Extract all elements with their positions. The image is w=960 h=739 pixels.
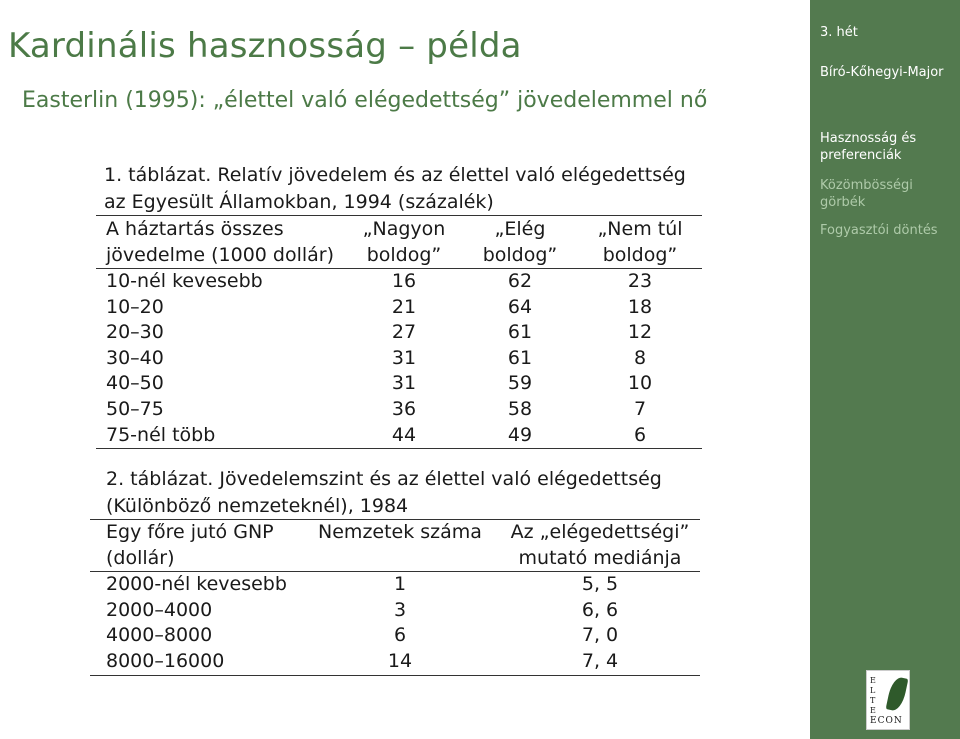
sidebar-item-label: preferenciák [820, 148, 902, 163]
logo-letter: E [870, 676, 876, 685]
sidebar-item-label: Közömbösségi [820, 178, 913, 193]
gnp-satisfaction-table [90, 519, 700, 676]
table2-caption-line: 2. táblázat. Jövedelemszint és az élettel való elégedettség [106, 468, 662, 490]
table-row [96, 423, 702, 449]
table-cell: 2000–4000 [106, 598, 213, 621]
header-cell: boldog” [482, 244, 558, 266]
table1-caption [104, 162, 704, 216]
table-cell: 75-nél több [106, 423, 216, 446]
header-cell: mutató mediánja [518, 546, 682, 569]
table-cell: 62 [462, 269, 578, 295]
sidebar-week[interactable]: 3. hét [820, 25, 858, 40]
logo-footer: ECON [870, 716, 903, 726]
header-cell: „Elég [494, 218, 546, 240]
logo-letter: T [870, 696, 876, 705]
table-cell: 6 [393, 624, 407, 647]
nav-sidebar [810, 0, 960, 739]
header-cell: „Nagyon [362, 218, 446, 240]
table-cell: 7, 0 [581, 624, 619, 647]
table-cell: 23 [578, 269, 702, 295]
table-cell: 50–75 [106, 397, 164, 420]
table-cell: 31 [391, 372, 417, 395]
table-cell: 6, 6 [581, 598, 619, 621]
table-cell: 10–20 [106, 295, 164, 318]
table-row [96, 346, 702, 372]
table-cell: 7 [633, 397, 647, 420]
table-cell: 44 [391, 423, 417, 446]
slide-title: Kardinális hasznosság – példa [8, 26, 522, 66]
table-cell: 58 [507, 397, 533, 420]
header-cell: boldog” [602, 244, 678, 266]
table-row [96, 320, 702, 346]
table-cell: 8000–16000 [106, 649, 225, 672]
header-cell [300, 546, 500, 572]
table-cell: 31 [391, 346, 417, 369]
table-cell: 16 [346, 269, 462, 295]
sidebar-item-label: Fogyasztói döntés [820, 223, 938, 238]
leaf-icon [886, 676, 909, 713]
table-row [96, 371, 702, 397]
table-row [90, 623, 700, 649]
table-cell: 10-nél kevesebb [96, 269, 346, 295]
sidebar-item-label: görbék [820, 195, 866, 210]
income-satisfaction-table [96, 215, 702, 449]
sidebar-item-label: Hasznosság és [820, 131, 917, 146]
table-cell: 21 [391, 295, 417, 318]
logo-letter: E [870, 706, 876, 715]
header-cell: Nemzetek száma [318, 521, 482, 543]
table-cell: 36 [391, 397, 417, 420]
table-row [90, 649, 700, 675]
table-cell: 18 [627, 295, 653, 318]
table-cell: 4000–8000 [106, 624, 213, 647]
table-cell: 14 [387, 649, 413, 672]
table2-caption [106, 466, 706, 520]
table-header-row [90, 520, 700, 546]
sidebar-item-fogyasztoi[interactable] [820, 222, 938, 239]
table-cell: 61 [507, 321, 533, 344]
table1-caption-line: 1. táblázat. Relatív jövedelem és az élettel való elégedettség [104, 164, 686, 186]
table-cell: 10 [627, 372, 653, 395]
table-cell: 27 [391, 321, 417, 344]
header-cell: (dollár) [106, 546, 175, 569]
header-cell: A háztartás összes [106, 218, 284, 240]
table-cell: 30–40 [106, 346, 164, 369]
table-cell: 12 [627, 321, 653, 344]
header-cell: jövedelme (1000 dollár) [106, 244, 335, 266]
table-row [90, 572, 700, 598]
table1-caption-line: az Egyesült Államokban, 1994 (százalék) [104, 191, 494, 213]
table-cell: 6 [633, 423, 647, 446]
sidebar-item-kozombossegi[interactable] [820, 177, 913, 211]
table2-caption-line: (Különböző nemzeteknél), 1984 [106, 495, 409, 517]
elte-econ-logo [866, 670, 910, 730]
sidebar-authors[interactable]: Bíró-Kőhegyi-Major [820, 65, 944, 80]
header-cell: Az „elégedettségi” [510, 521, 690, 543]
table-cell: 59 [507, 372, 533, 395]
table-cell: 64 [507, 295, 533, 318]
header-cell: Egy főre jutó GNP [106, 521, 274, 543]
table-cell: 8 [633, 346, 647, 369]
table-cell: 3 [393, 598, 407, 621]
table-row [96, 397, 702, 423]
sidebar-item-hasznossag[interactable] [820, 130, 916, 164]
table-row [96, 295, 702, 321]
table-row [96, 269, 702, 295]
logo-letter: L [870, 686, 876, 695]
table-cell: 1 [300, 572, 500, 598]
header-cell: „Nem túl [597, 218, 683, 240]
table-cell: 5, 5 [500, 572, 700, 598]
table-cell: 20–30 [106, 321, 164, 344]
table-header-row [96, 242, 702, 269]
table-row [90, 598, 700, 624]
table-cell: 49 [507, 423, 533, 446]
table-cell: 7, 4 [581, 649, 619, 672]
header-cell: boldog” [366, 244, 442, 266]
table-cell: 40–50 [106, 372, 164, 395]
slide-subtitle: Easterlin (1995): „élettel való elégedettség” jövedelemmel nő [22, 88, 708, 113]
table-cell: 2000-nél kevesebb [90, 572, 300, 598]
table-header-row [96, 216, 702, 243]
table-cell: 61 [507, 346, 533, 369]
table-header-row [90, 546, 700, 572]
